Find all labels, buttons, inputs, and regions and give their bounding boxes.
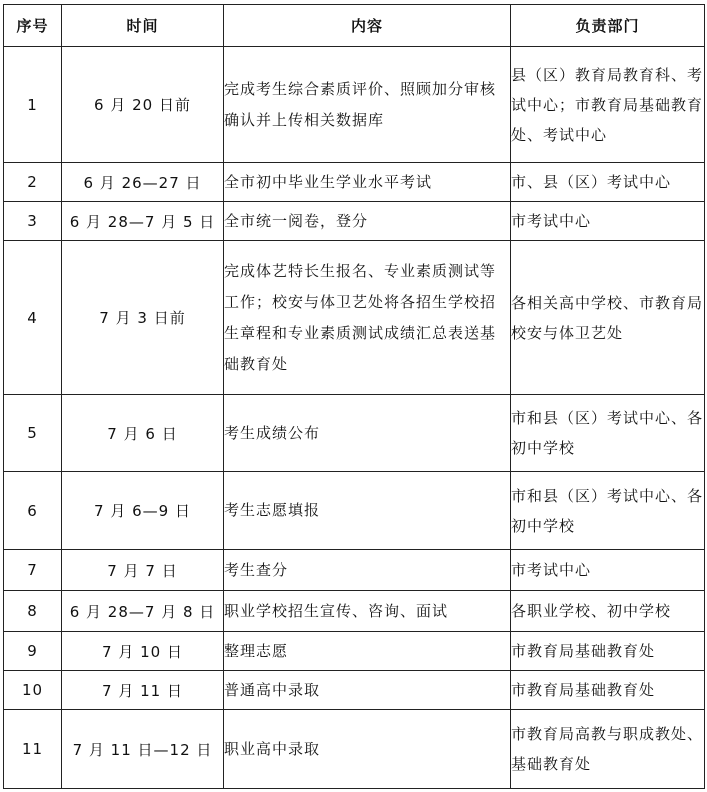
table-body (4, 47, 705, 789)
row-dept: 市教育局高教与职成教处、基础教育处 (511, 710, 705, 789)
row-num: 6 (4, 472, 62, 550)
row-dept: 市和县（区）考试中心、各初中学校 (511, 395, 705, 472)
row-content: 完成考生综合素质评价、照顾加分审核确认并上传相关数据库 (224, 47, 511, 163)
row-content: 全市初中毕业生学业水平考试 (224, 163, 511, 202)
row-content: 完成体艺特长生报名、专业素质测试等工作；校安与体卫艺处将各招生学校招生章程和专业素质测试成绩汇总表送基础教育处 (224, 241, 511, 395)
table-row (4, 472, 705, 550)
header-content: 内容 (224, 5, 511, 47)
row-num: 11 (4, 710, 62, 789)
row-time: 7 月 6—9 日 (62, 472, 224, 550)
header-row (4, 5, 705, 47)
table-row (4, 591, 705, 632)
row-dept: 市、县（区）考试中心 (511, 163, 705, 202)
row-time: 7 月 11 日 (62, 671, 224, 710)
table-row (4, 241, 705, 395)
row-dept: 市和县（区）考试中心、各初中学校 (511, 472, 705, 550)
row-dept: 各相关高中学校、市教育局校安与体卫艺处 (511, 241, 705, 395)
schedule-table (3, 4, 705, 789)
row-num: 3 (4, 202, 62, 241)
table-row (4, 47, 705, 163)
row-time: 6 月 28—7 月 8 日 (62, 591, 224, 632)
row-time: 6 月 20 日前 (62, 47, 224, 163)
row-time: 7 月 6 日 (62, 395, 224, 472)
row-num: 7 (4, 550, 62, 591)
header-num: 序号 (4, 5, 62, 47)
row-time: 6 月 28—7 月 5 日 (62, 202, 224, 241)
row-content: 职业学校招生宣传、咨询、面试 (224, 591, 511, 632)
row-num: 8 (4, 591, 62, 632)
row-content: 整理志愿 (224, 632, 511, 671)
row-num: 5 (4, 395, 62, 472)
row-content: 考生查分 (224, 550, 511, 591)
row-time: 7 月 10 日 (62, 632, 224, 671)
row-dept: 县（区）教育局教育科、考试中心；市教育局基础教育处、考试中心 (511, 47, 705, 163)
row-content: 考生志愿填报 (224, 472, 511, 550)
row-num: 10 (4, 671, 62, 710)
row-num: 4 (4, 241, 62, 395)
table-row (4, 671, 705, 710)
table-header (4, 5, 705, 47)
table-row (4, 395, 705, 472)
row-time: 7 月 7 日 (62, 550, 224, 591)
table-row (4, 550, 705, 591)
row-time: 6 月 26—27 日 (62, 163, 224, 202)
row-dept: 市考试中心 (511, 202, 705, 241)
table-row (4, 202, 705, 241)
row-num: 1 (4, 47, 62, 163)
row-num: 2 (4, 163, 62, 202)
row-time: 7 月 3 日前 (62, 241, 224, 395)
table-row (4, 632, 705, 671)
row-time: 7 月 11 日—12 日 (62, 710, 224, 789)
row-dept: 市教育局基础教育处 (511, 632, 705, 671)
table-row (4, 163, 705, 202)
header-time: 时间 (62, 5, 224, 47)
table-row (4, 710, 705, 789)
row-dept: 各职业学校、初中学校 (511, 591, 705, 632)
header-dept: 负责部门 (511, 5, 705, 47)
row-content: 普通高中录取 (224, 671, 511, 710)
row-dept: 市教育局基础教育处 (511, 671, 705, 710)
row-content: 全市统一阅卷，登分 (224, 202, 511, 241)
row-content: 职业高中录取 (224, 710, 511, 789)
row-num: 9 (4, 632, 62, 671)
row-dept: 市考试中心 (511, 550, 705, 591)
row-content: 考生成绩公布 (224, 395, 511, 472)
